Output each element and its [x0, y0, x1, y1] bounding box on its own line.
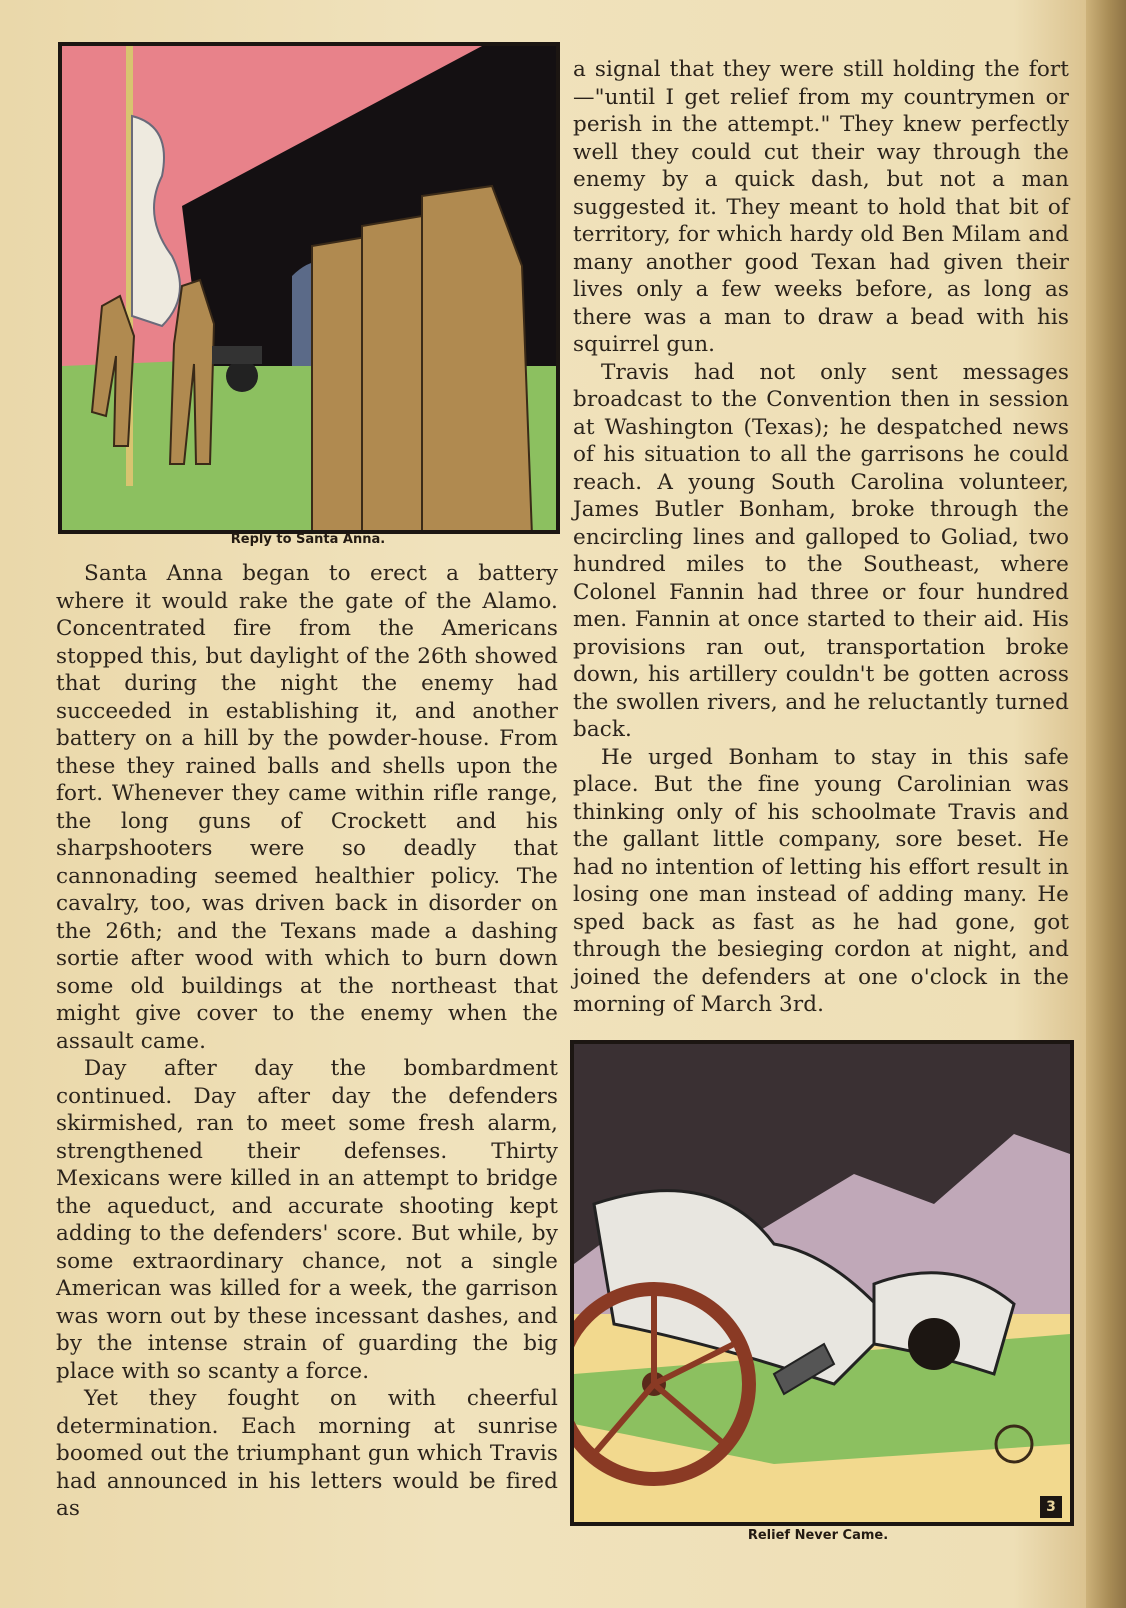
paragraph-bonham: He urged Bonham to stay in this safe place. But the fine young Carolinian was thinking only of his schoolmate Travis and the gallant little company, sore beset. He had no intention of letting his effort result in losing one man instead of adding many. He sped back as fast as he had gone, got through the besieging cordon at night, and joined the defenders at one o'clock in the morning of March 3rd. [573, 744, 1069, 1017]
flag-salute-illustration [62, 46, 556, 530]
right-text-column [573, 56, 1069, 1019]
illustration-panel-flag-salute [58, 42, 560, 534]
paragraph-messages: Travis had not only sent messages broadcast to the Convention then in session at Washington (Texas); he despatched news of his situation to all the garrisons he could reach. A young South Carolina volunteer, James Butler Bonham, broke through the encircling lines and galloped to Goliad, two hundred miles to the Southeast, where Colonel Fannin had three or four hundred men. Fannin at once started to their aid. His provisions ran out, transportation broke down, his artillery couldn't be gotten across the swollen rivers, and he reluctantly turned back. [573, 359, 1069, 742]
paragraph-determination: Yet they fought on with cheerful determination. Each morning at sunrise boomed out the triumphant gun which Travis had announced in his letters would be fired as [56, 1386, 558, 1521]
page-gutter [1086, 0, 1126, 1608]
paragraph-bombardment: Day after day the bombardment continued. Day after day the defenders skirmished, ran to meet some fresh alarm, strengthened their defenses. Thirty Mexicans were killed in an attempt to bridge the aqueduct, and accurate shooting kept adding to the defenders' score. But while, by some extraordinary chance, not a single American was killed for a week, the garrison was worn out by these incessant dashes, and by the intense strain of guarding the big place with so scanty a force. [56, 1056, 558, 1384]
paragraph-battery: Santa Anna began to erect a battery where it would rake the gate of the Alamo. Concentrated fire from the Americans stopped this, but daylight of the 26th showed that during the night the enemy had succeeded in establishing it, and another battery on a hill by the powder-house. From these they rained balls and shells upon the fort. Whenever they came within rifle range, the long guns of Crockett and his sharpshooters were so deadly that cannonading seemed healthier policy. The cavalry, too, was driven back in disorder on the 26th; and the Texans made a dashing sortie after wood with which to burn down some old buildings at the northeast that might give cover to the enemy when the assault came. [56, 561, 558, 1054]
caption-panel-1: Reply to Santa Anna. [230, 532, 386, 547]
left-text-column [56, 560, 558, 1523]
caption-panel-2: Relief Never Came. [747, 1528, 889, 1543]
paragraph-signal: a signal that they were still holding the fort—"until I get relief from my countrymen or perish in the attempt." They knew perfectly well they could cut their way through the enemy by a quick dash, but not a man suggested it. They meant to hold that bit of territory, for which hardy old Ben Milam and many another good Texan had given their lives only a few weeks before, as long as there was a man to draw a bead with his squirrel gun. [573, 57, 1069, 357]
panel-number: 3 [1040, 1496, 1062, 1518]
wagon-illustration [574, 1044, 1070, 1522]
illustration-panel-wagon [570, 1040, 1074, 1526]
